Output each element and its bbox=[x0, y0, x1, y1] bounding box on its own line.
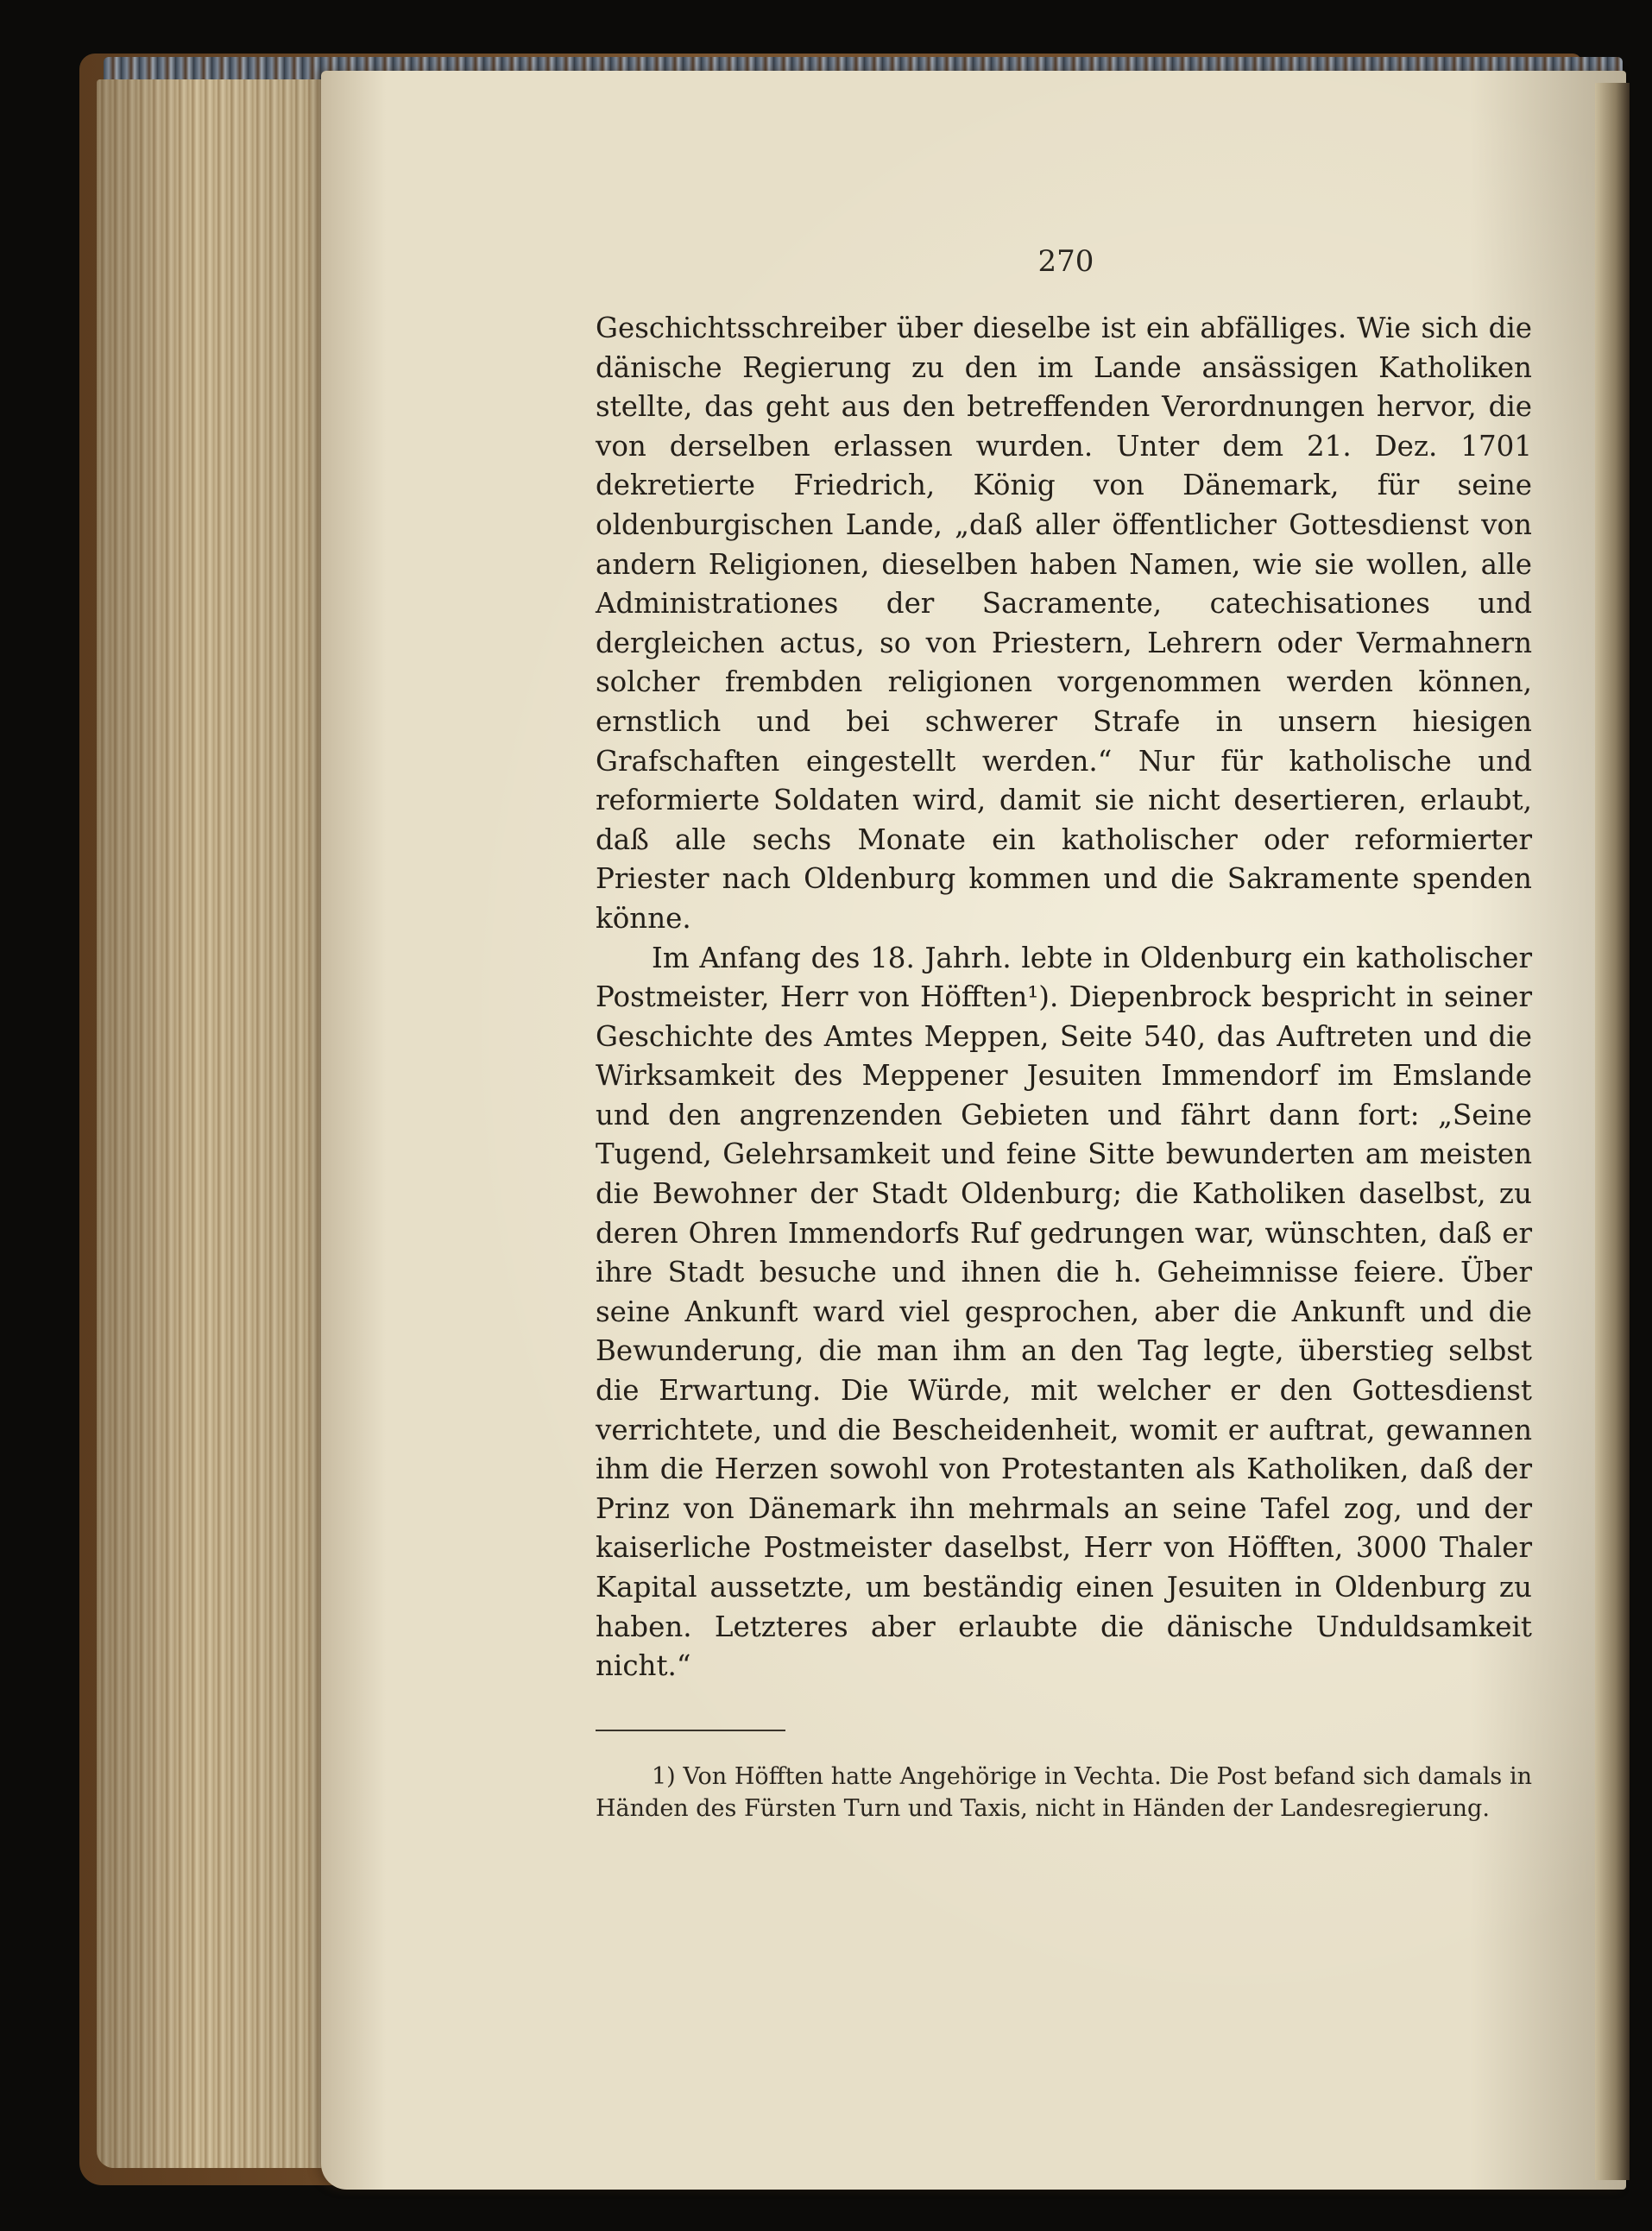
page-number: 270 bbox=[1037, 244, 1094, 279]
binding-gutter bbox=[1595, 83, 1630, 2180]
footnote-divider bbox=[596, 1730, 785, 1731]
paragraph-2: Im Anfang des 18. Jahrh. lebte in Oldenburg ein katholischer Postmeister, Herr von Höfften¹). Diepenbrock bespricht in seiner Geschichte des Amtes Meppen, Seite 540, das Auftreten und die Wirksamkeit des Meppener Jesuiten Immendorf im Emslande und den angrenzenden Gebieten und fährt dann fort: „Seine Tugend, Gelehrsamkeit und feine Sitte bewunderten am meisten die Bewohner der Stadt Oldenburg; die Katholiken daselbst, zu deren Ohren Immendorfs Ruf gedrungen war, wünschten, daß er ihre Stadt besuche und ihnen die h. Geheimnisse feiere. Über seine Ankunft ward viel gesprochen, aber die Ankunft und die Bewunderung, die man ihm an den Tag legte, überstieg selbst die Erwartung. Die Würde, mit welcher er den Gottesdienst verrichtete, und die Bescheidenheit, womit er auftrat, gewannen ihm die Herzen sowohl von Protestanten als Katholiken, daß der Prinz von Dänemark ihn mehrmals an seine Tafel zog, und der kaiserliche Postmeister daselbst, Herr von Höfften, 3000 Thaler Kapital aussetzte, um beständig einen Jesuiten in Oldenburg zu haben. Letzteres aber erlaubte die dänische Unduldsamkeit nicht.“ bbox=[596, 941, 1532, 1683]
paragraph-1: Geschichtsschreiber über dieselbe ist ein abfälliges. Wie sich die dänische Regierung zu den im Lande ansässigen Katholiken stellte, das geht aus den betreffenden Verordnungen hervor, die von derselben erlassen wurden. Unter dem 21. Dez. 1701 dekretierte Friedrich, König von Dänemark, für seine oldenburgischen Lande, „daß aller öffentlicher Gottesdienst von andern Religionen, dieselben haben Namen, wie sie wollen, alle Administrationes der Sacramente, catechisationes und dergleichen actus, so von Priestern, Lehrern oder Vermahnern solcher frembden religionen vorgenommen werden können, ernstlich und bei schwerer Strafe in unsern hiesigen Grafschaften eingestellt werden.“ Nur für katholische und reformierte Soldaten wird, damit sie nicht desertieren, erlaubt, daß alle sechs Monate ein katholischer oder reformierter Priester nach Oldenburg kommen und die Sakramente spenden könne. bbox=[596, 312, 1532, 935]
body-text bbox=[596, 309, 1532, 1686]
footnote: 1) Von Höfften hatte Angehörige in Vechta. Die Post befand sich damals in Händen des Fürsten Turn und Taxis, nicht in Händen der Landesregierung. bbox=[596, 1763, 1532, 1822]
page-edge-stack bbox=[97, 79, 347, 2168]
